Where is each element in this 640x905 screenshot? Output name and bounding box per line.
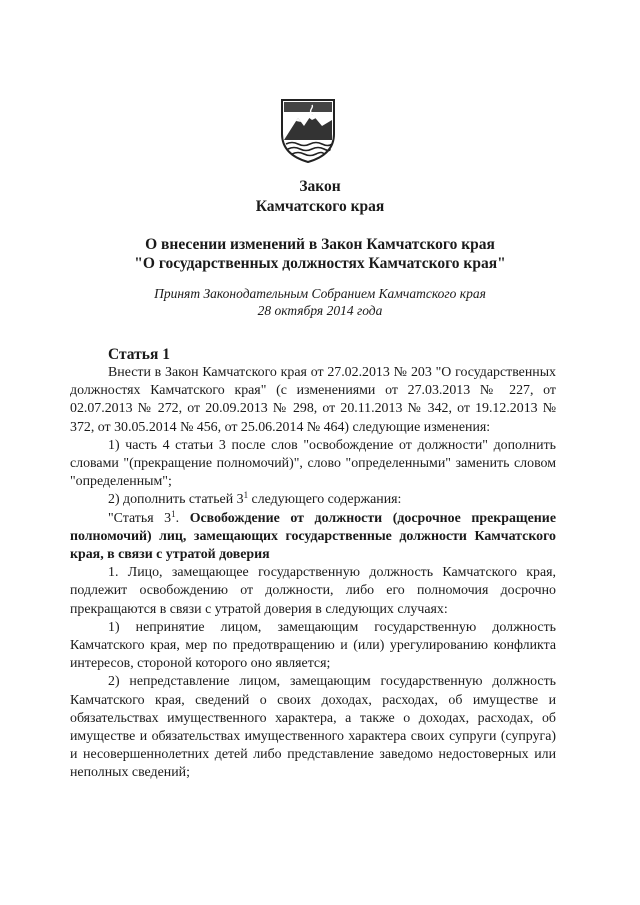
new-article-case-2: 2) непредставление лицом, замещающим государственную должность Камчатского края, сведений о своих доходах, расходах, об имуществе и обязательствах имущественного характера, а также о доходах, расходах, об имуществе и обязательствах имущественного характера своих супруги (супруга) и несовершеннолетних детей либо представление заведомо недостоверных или неполных сведений;: [70, 674, 556, 781]
new-article-title: Освобождение от должности (досрочное прекращение полномочий) лиц, замещающих государственные должности Камчатского края, в связи с утратой доверия: [70, 510, 556, 563]
law-region: Камчатского края: [255, 198, 385, 215]
new-article-heading: "Статья $3^1$. Освобождение от должности (досрочное прекращение полномочий) лиц, замещающих государственные должности Камчатского края, в связи с утратой доверия: [70, 508, 556, 563]
new-article-part-1: 1. Лицо, замещающее государственную должность Камчатского края, подлежит освобождению от должности, либо его полномочия досрочно прекращаются в связи с утратой доверия в следующих случаях:: [70, 565, 556, 617]
amendment-item-2: 2) дополнить статьей $3^1$ следующего содержания:: [108, 490, 402, 508]
article-intro: Внести в Закон Камчатского края от 27.02.2013 № 203 "О государственных должностях Камчатского края" (с изменениями от 27.03.2013 № 227, от 02.07.2013 № 272, от 20.09.2013 № 298, от 20.11.2013 № 342, от 19.12.2013 № 372, от 30.05.2014 № 456, от 25.06.2014 № 464) следующие изменения:: [70, 365, 556, 435]
amendment-item-1: 1) часть 4 статьи 3 после слов "освобождение от должности" дополнить словами "(прекращение полномочий)", слово "определенными" заменить словом "определенным";: [70, 437, 556, 490]
adoption-date: 28 октября 2014 года: [257, 303, 383, 318]
law-subject-line2: "О государственных должностях Камчатского края": [134, 255, 506, 272]
new-article-case-1: 1) непринятие лицом, замещающим государственную должность Камчатского края, мер по предотвращению и (или) урегулированию конфликта интересов, стороной которого оно является;: [70, 619, 556, 672]
kamchatka-coat-of-arms-icon: [278, 96, 338, 164]
law-title: Закон: [299, 178, 341, 195]
adoption-note: Принят Законодательным Собранием Камчатского края: [154, 286, 486, 301]
article-title: Статья 1: [108, 346, 170, 363]
law-subject-line1: О внесении изменений в Закон Камчатского края: [145, 236, 495, 253]
article-body: [70, 364, 556, 783]
